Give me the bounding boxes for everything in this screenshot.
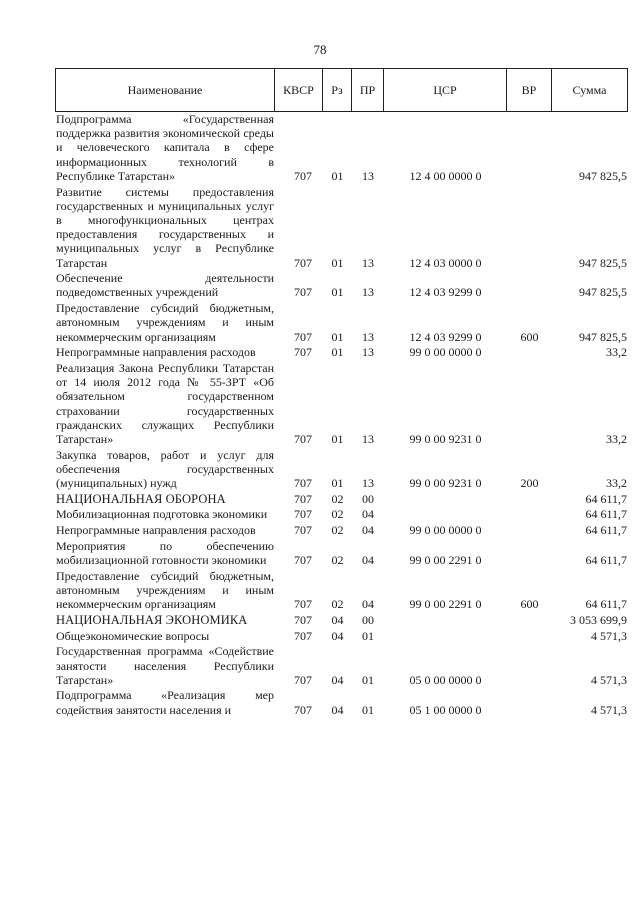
row-kvsr: 707 [294,597,312,612]
row-kvsr: 707 [294,628,312,643]
row-kvsr: 707 [294,612,312,627]
row-csr: 99 0 00 0000 0 [409,523,482,538]
row-csr: 99 0 00 9231 0 [409,476,482,491]
row-vr: 600 [520,597,539,612]
row-name: Реализация Закона Республики Татарстан от 14 июля 2012 года № 55-ЗРТ «Об обязательном государственном страховании государственных гражданских служащих Республики Татарстан» [56,360,274,446]
row-csr [384,507,507,521]
table-row [55,523,628,537]
row-kvsr: 707 [294,476,312,491]
table-row [55,629,628,643]
row-pr: 04 [362,523,374,538]
header-name: Наименование [55,68,275,112]
table-row [55,613,628,627]
table-row [55,185,628,270]
row-csr [384,613,507,627]
table-row [55,112,628,183]
row-sum: 33,2 [606,345,627,360]
row-pr: 01 [362,672,374,687]
row-vr: 200 [520,476,539,491]
table-row [55,271,628,299]
header-rz: Рз [323,68,352,112]
row-vr [507,271,552,299]
row-name: Мероприятия по обеспечению мобилизационной готовности экономики [56,538,274,568]
row-kvsr: 707 [294,672,312,687]
row-rz: 04 [331,672,344,687]
row-sum: 947 825,5 [579,329,627,344]
row-sum: 947 825,5 [579,285,627,300]
row-pr: 13 [362,168,374,183]
row-kvsr: 707 [294,431,312,446]
row-sum: 3 053 699,9 [570,612,627,627]
table-header [55,68,628,112]
row-sum: 4 571,3 [591,702,627,717]
table-row [55,492,628,506]
row-name: Развитие системы предоставления государственных и муниципальных услуг в многофункциональных центрах предоставления государственных и муниципальных услуг в Республике Татарстан [56,184,274,270]
row-kvsr: 707 [294,491,312,506]
row-vr: 600 [520,329,539,344]
table-row [55,301,628,344]
row-sum: 64 611,7 [585,553,627,568]
row-pr: 13 [362,476,374,491]
row-csr: 05 0 00 0000 0 [409,672,482,687]
header-pr: ПР [352,68,384,112]
row-csr: 12 4 03 9299 0 [409,285,482,300]
row-csr [384,492,507,506]
row-csr: 99 0 00 0000 0 [409,345,482,360]
row-sum: 64 611,7 [585,523,627,538]
table-body [55,112,628,717]
row-sum: 947 825,5 [579,255,627,270]
row-name: Общеэкономические вопросы [56,628,210,643]
table-row [55,569,628,612]
row-kvsr: 707 [294,702,312,717]
row-csr: 99 0 00 2291 0 [409,597,482,612]
row-kvsr: 707 [294,168,312,183]
row-name: Предоставление субсидий бюджетным, автономным учреждениям и иным некоммерческим организациям [56,568,274,612]
table-row [55,507,628,521]
header-kvsr: КВСР [275,68,323,112]
row-kvsr: 707 [294,255,312,270]
header-sum: Сумма [552,68,628,112]
row-rz: 04 [331,702,344,717]
row-kvsr: 707 [294,523,312,538]
row-sum: 64 611,7 [585,597,627,612]
row-sum: 64 611,7 [585,507,627,522]
row-name: Подпрограмма «Государственная поддержка развития экономической среды и человеческого капитала в сфере информационных технологий в Республике Татарстан» [56,112,274,183]
table-row [55,688,628,716]
row-pr: 01 [362,702,374,717]
row-rz: 01 [331,476,344,491]
row-csr: 05 1 00 0000 0 [409,702,482,717]
row-name: Непрограммные направления расходов [56,345,256,360]
table-row [55,361,628,446]
row-pr: 13 [362,345,374,360]
row-rz: 04 [331,612,344,627]
row-csr: 12 4 03 9299 0 [409,329,482,344]
row-vr [507,688,552,716]
row-pr: 13 [362,329,374,344]
row-name: НАЦИОНАЛЬНАЯ ЭКОНОМИКА [56,612,248,627]
row-rz: 02 [331,597,344,612]
row-vr [507,112,552,183]
row-vr [507,361,552,446]
header-vr: ВР [507,68,552,112]
row-rz: 01 [331,168,344,183]
budget-table [55,68,628,718]
row-name: Непрограммные направления расходов [56,523,256,538]
row-sum: 4 571,3 [591,672,627,687]
row-pr: 13 [362,255,374,270]
row-name: Подпрограмма «Реализация мер содействия занятости населения и [56,688,274,717]
row-pr: 13 [362,285,374,300]
row-kvsr: 707 [294,285,312,300]
row-name: Закупка товаров, работ и услуг для обеспечения государственных (муниципальных) нужд [56,447,274,491]
row-rz: 01 [331,255,344,270]
row-sum: 4 571,3 [591,628,627,643]
row-rz: 01 [331,345,344,360]
row-csr: 99 0 00 2291 0 [409,553,482,568]
row-csr: 99 0 00 9231 0 [409,431,482,446]
table-row [55,345,628,359]
row-vr [507,185,552,270]
table-row [55,644,628,687]
row-csr [384,629,507,643]
row-pr: 01 [362,628,374,643]
header-csr: ЦСР [384,68,507,112]
row-vr [507,644,552,687]
table-row [55,539,628,567]
row-pr: 00 [362,491,374,506]
row-sum: 64 611,7 [585,491,627,506]
row-sum: 33,2 [606,431,627,446]
row-pr: 00 [362,612,374,627]
row-vr [507,539,552,567]
row-rz: 04 [331,628,344,643]
row-name: Предоставление субсидий бюджетным, автономным учреждениям и иным некоммерческим организациям [56,301,274,344]
row-vr [507,492,552,506]
row-pr: 04 [362,553,374,568]
row-pr: 04 [362,507,374,522]
row-sum: 947 825,5 [579,168,627,183]
row-vr [507,507,552,521]
row-csr: 12 4 00 0000 0 [409,168,482,183]
row-name: Государственная программа «Содействие занятости населения Республики Татарстан» [56,644,274,687]
row-rz: 02 [331,523,344,538]
row-name: НАЦИОНАЛЬНАЯ ОБОРОНА [56,491,226,506]
row-rz: 02 [331,491,344,506]
row-rz: 01 [331,285,344,300]
row-rz: 01 [331,431,344,446]
row-vr [507,629,552,643]
row-kvsr: 707 [294,345,312,360]
row-pr: 04 [362,597,374,612]
row-kvsr: 707 [294,329,312,344]
table-row [55,448,628,491]
row-name: Мобилизационная подготовка экономики [56,507,268,522]
row-rz: 01 [331,329,344,344]
row-kvsr: 707 [294,553,312,568]
row-rz: 02 [331,507,344,522]
row-sum: 33,2 [606,476,627,491]
row-rz: 02 [331,553,344,568]
row-csr: 12 4 03 0000 0 [409,255,482,270]
row-name: Обеспечение деятельности подведомственных учреждений [56,271,274,300]
row-vr [507,523,552,537]
row-pr: 13 [362,431,374,446]
row-vr [507,613,552,627]
row-vr [507,345,552,359]
row-kvsr: 707 [294,507,312,522]
page-number: 78 [313,42,327,57]
